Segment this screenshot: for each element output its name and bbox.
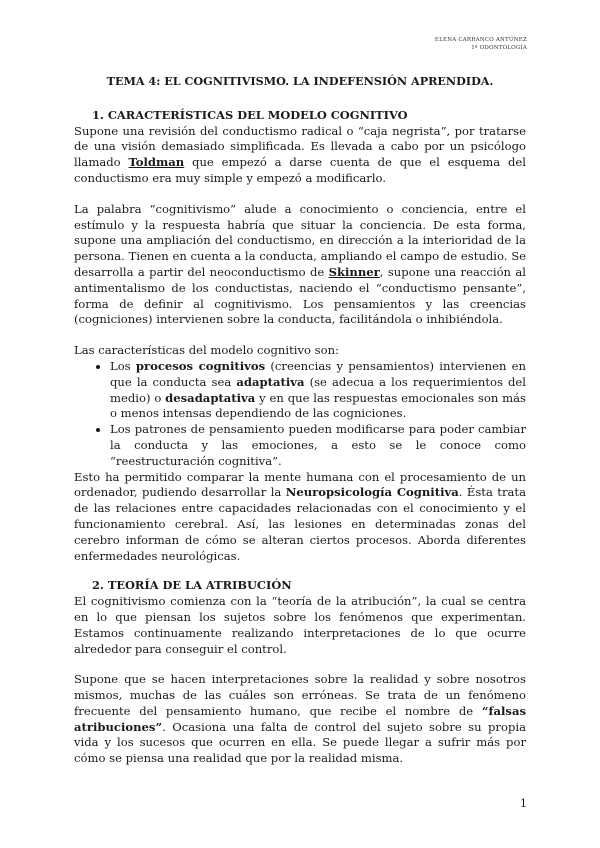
section-heading-1: 1. CARACTERÍSTICAS DEL MODELO COGNITIVO (92, 107, 408, 122)
page-number: 1 (520, 797, 527, 810)
paragraph: El cognitivismo comienza con la “teoría de la atribución”, la cual se centra en lo que piensan los sujetos sobre los fenómenos que experimentan. Estamos continuamente realizando interpretaciones de lo que ocurre alrededor para conseguir el control. (74, 594, 526, 656)
paragraph: Supone que se hacen interpretaciones sobre la realidad y sobre nosotros mismos, muchas de las cuáles son erróneas. Se trata de un fenómeno frecuente del pensamiento humano, que recibe el nombre de “falsas atribuciones”. Ocasiona una falta de control del sujeto sobre su propia vida y los sucesos que ocurren en ella. Se puede llegar a sufrir más por cómo se piensa una realidad que por la realidad misma. (74, 672, 526, 766)
list-item: • Los patrones de pensamiento pueden modificarse para poder cambiar la conducta y las emociones, a esto se le conoce como “reestructuración cognitiva”. (110, 422, 526, 469)
paragraph: Supone una revisión del conductismo radical o “caja negrista”, por tratarse de una visión demasiado simplificada. Es llevada a cabo por un psicólogo llamado Toldman que empezó a darse cuenta de que el esquema del conductismo era muy simple y empezó a modificarlo. (74, 123, 526, 185)
author-skinner: Skinner (328, 264, 380, 279)
page-header (435, 36, 527, 52)
course-label: 1º ODONTOLOGÍA (471, 45, 527, 51)
document-body (74, 64, 526, 767)
paragraph: La palabra “cognitivismo” alude a conocimiento o conciencia, entre el estímulo y la respuesta habría que situar la conciencia. De esta forma, supone una ampliación del conductismo, en dirección a la interioridad de la persona. Tienen en cuenta a la conducta, ampliando el campo de estudio. Se desarrolla a partir del neoconductismo de Skinner, supone una reacción al antimentalismo de los conductistas, naciendo el “conductismo pensante”, forma de definir al cognitivismo. Los pensamientos y las creencias (cogniciones) intervienen sobre la conducta, facilitándola o inhibiéndola. (74, 201, 526, 327)
author-toldman: Toldman (128, 155, 185, 170)
list-item: • Los procesos cognitivos (creencias y pensamientos) intervienen en que la conducta sea adaptativa (se adecua a los requerimientos del medio) o desadaptativa y en que las respuestas emocionales son más o menos intensas dependiendo de las cogniciones. (110, 359, 526, 422)
bullet-list (74, 359, 526, 470)
author-name: ELENA CARRANCO ANTÚNEZ (434, 37, 527, 43)
section-heading-2: 2. TEORÍA DE LA ATRIBUCIÓN (92, 578, 292, 593)
paragraph: Esto ha permitido comparar la mente humana con el procesamiento de un ordenador, pudiendo desarrollar la Neuropsicología Cognitiva. Ésta trata de las relaciones entre capacidades relacionadas con el conocimiento y el funcionamiento cerebral. Así, las lesiones en determinadas zonas del cerebro informan de cómo se alteran ciertos procesos. Aborda diferentes enfermedades neurológicas. (74, 469, 526, 563)
document-title: TEMA 4: EL COGNITIVISMO. LA INDEFENSIÓN APRENDIDA. (106, 74, 494, 88)
list-intro: Las características del modelo cognitivo son: (74, 343, 339, 358)
